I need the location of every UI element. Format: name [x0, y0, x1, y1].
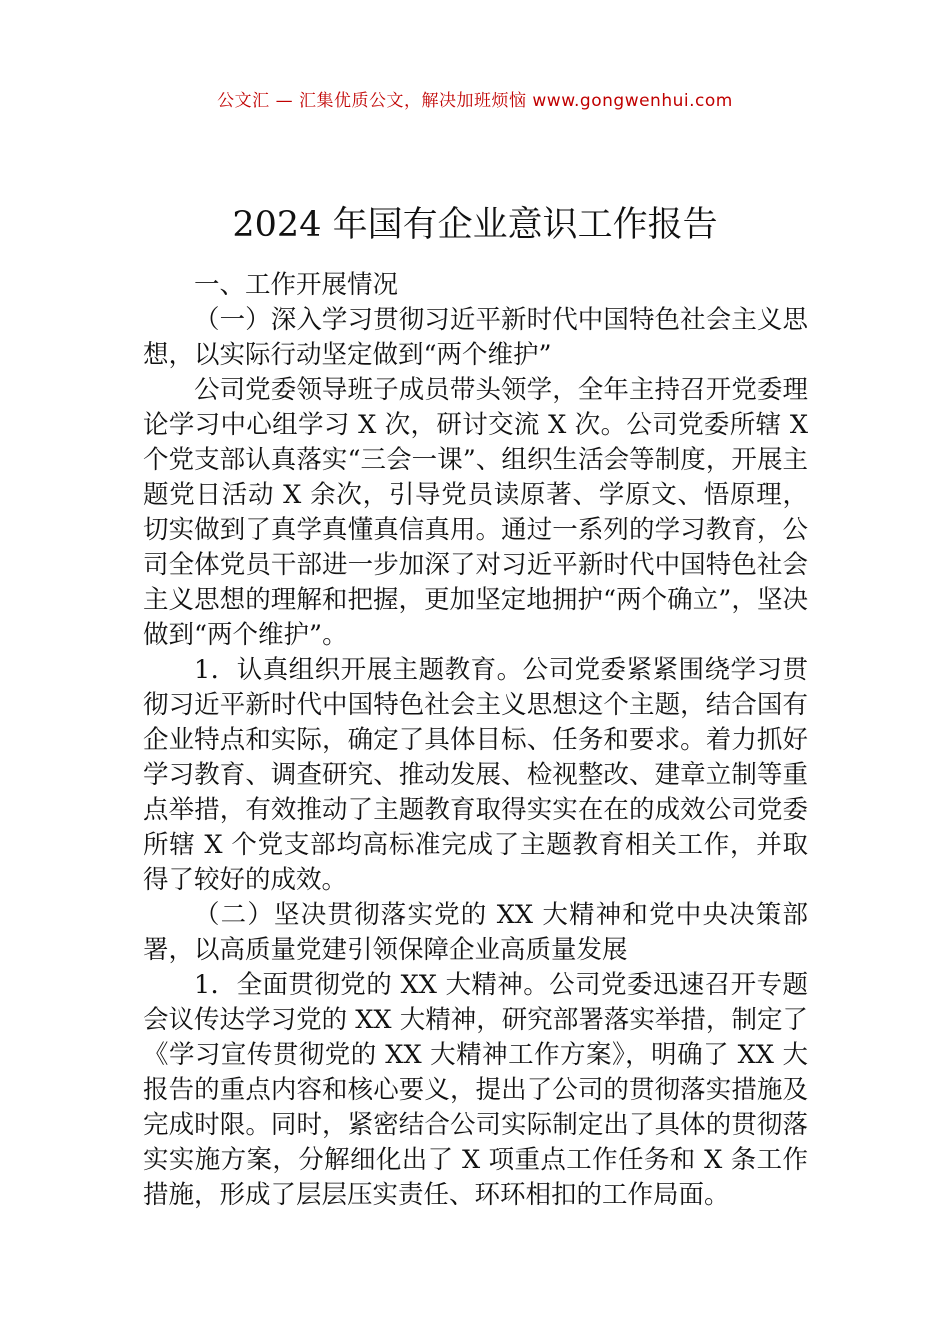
section-heading-1: 一、工作开展情况 — [194, 270, 399, 300]
document-title: 2024 年国有企业意识工作报告 — [232, 205, 718, 246]
site-banner: 公文汇 — 汇集优质公文，解决加班烦恼 www.gongwenhui.com — [217, 91, 733, 111]
subsection-heading-1: （一）深入学习贯彻习近平新时代中国特色社会主义思想，以实际行动坚定做到“两个维护” — [143, 305, 808, 370]
document-body — [143, 268, 808, 1213]
body-paragraph-2: 1．认真组织开展主题教育。公司党委紧紧围绕学习贯彻习近平新时代中国特色社会主义思想这个主题，结合国有企业特点和实际，确定了具体目标、任务和要求。着力抓好学习教育、调查研究、推动发展、检视整改、建章立制等重点举措，有效推动了主题教育取得实实在在的成效公司党委所辖 X 个党支部均高标准完成了主题教育相关工作，并取得了较好的成效。 — [143, 655, 808, 895]
subsection-heading-2: （二）坚决贯彻落实党的 XX 大精神和党中央决策部署，以高质量党建引领保障企业高质量发展 — [143, 900, 808, 965]
body-paragraph-1: 公司党委领导班子成员带头领学，全年主持召开党委理论学习中心组学习 X 次，研讨交流 X 次。公司党委所辖 X 个党支部认真落实“三会一课”、组织生活会等制度，开展主题党日活动 X 余次，引导党员读原著、学原文、悟原理，切实做到了真学真懂真信真用。通过一系列的学习教育，公司全体党员干部进一步加深了对习近平新时代中国特色社会主义思想的理解和把握，更加坚定地拥护“两个确立”，坚决做到“两个维护”。 — [143, 375, 808, 650]
body-paragraph-3: 1．全面贯彻党的 XX 大精神。公司党委迅速召开专题会议传达学习党的 XX 大精神，研究部署落实举措，制定了《学习宣传贯彻党的 XX 大精神工作方案》，明确了 XX 大报告的重点内容和核心要义，提出了公司的贯彻落实措施及完成时限。同时，紧密结合公司实际制定出了具体的贯彻落实实施方案，分解细化出了 X 项重点工作任务和 X 条工作措施，形成了层层压实责任、环环相扣的工作局面。 — [143, 970, 808, 1210]
